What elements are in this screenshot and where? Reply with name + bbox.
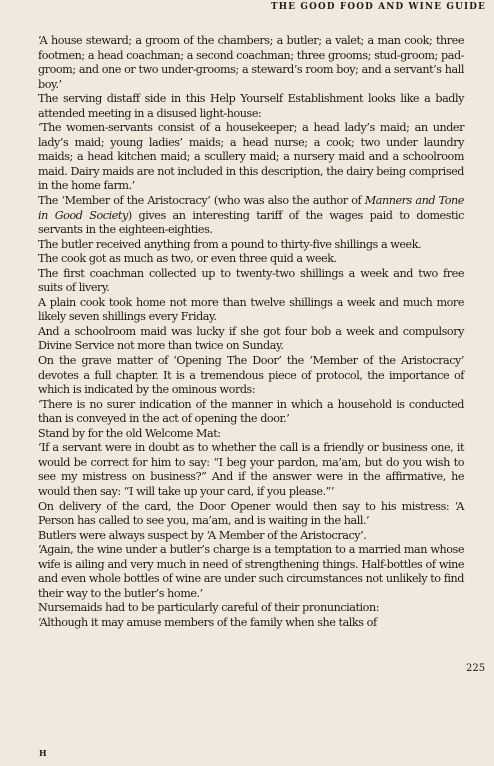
paragraph: Nursemaids had to be particularly careful of their pronunciation: <box>38 601 380 615</box>
paragraph: The cook got as much as two, or even three quid a week. <box>38 252 337 266</box>
paragraph: ‘Again, the wine under a butler’s charge is a temptation to a married man whose wife is ailing and very much in need of strengthening things. Half-bottles of wine and even whole bottles of wine are under such circumstances not unlikely to find their way to the butler’s home.’ <box>38 543 464 600</box>
paragraph-text: ) gives an interesting tariff of the wages paid to domestic servants in the eighteen-eighties. <box>38 208 464 237</box>
paragraph: ‘A house steward; a groom of the chambers; a butler; a valet; a man cook; three footmen; a head coachman; a second coachman; three grooms; stud-groom; pad-groom; and one or two under-grooms; a steward’s room boy; and a servant’s hall boy.’ <box>38 34 464 91</box>
signature-mark: H <box>39 748 47 758</box>
body-text <box>38 34 464 630</box>
paragraph: On the grave matter of ‘Opening The Door’ the ‘Member of the Aristocracy’ devotes a full chapter. It is a tremendous piece of protocol, the importance of which is indicated by the ominous words: <box>38 354 464 397</box>
paragraph: The butler received anything from a pound to thirty-five shillings a week. <box>38 237 422 251</box>
book-title: Manners and Tone in Good Society <box>38 194 464 222</box>
paragraph: ‘If a servant were in doubt as to whether the call is a friendly or business one, it would be correct for him to say: “I beg your pardon, ma’am, but do you wish to see my mistress on business?” And if the answer were in the affirmative, he would then say: “I will take up your card, if you please.”’ <box>38 441 464 498</box>
paragraph: On delivery of the card, the Door Opener would then say to his mistress: ‘A Person has called to see you, ma’am, and is waiting in the hall.’ <box>38 499 464 528</box>
paragraph: And a schoolroom maid was lucky if she got four bob a week and compulsory Divine Service not more than twice on Sunday. <box>38 324 464 353</box>
paragraph: The first coachman collected up to twenty-two shillings a week and two free suits of livery. <box>38 266 464 295</box>
paragraph-text: The ‘Member of the Aristocracy’ (who was also the author of <box>38 194 365 208</box>
running-header: THE GOOD FOOD AND WINE GUIDE <box>270 2 486 12</box>
page-number: 225 <box>466 663 486 674</box>
paragraph: A plain cook took home not more than twelve shillings a week and much more likely seven shillings every Friday. <box>38 295 464 324</box>
paragraph: ‘Although it may amuse members of the family when she talks of <box>38 615 377 629</box>
paragraph: Butlers were always suspect by ‘A Member of the Aristocracy’. <box>38 528 367 542</box>
paragraph: ‘There is no surer indication of the manner in which a household is conducted than is conveyed in the act of opening the door.’ <box>38 397 464 426</box>
paragraph: Stand by for the old Welcome Mat: <box>38 426 221 440</box>
paragraph: The serving distaff side in this Help Yourself Establishment looks like a badly attended meeting in a disused light-house: <box>38 92 464 120</box>
paragraph: ‘The women-servants consist of a housekeeper; a head lady’s maid; an under lady’s maid; young ladies’ maids; a head nurse; a cook; two under laundry maids; a head kitchen maid; a scullery maid; a nursery maid and a schoolroom maid. Dairy maids are not included in this description, the dairy being comprised in the home farm.’ <box>38 121 464 193</box>
paragraph <box>38 194 464 238</box>
